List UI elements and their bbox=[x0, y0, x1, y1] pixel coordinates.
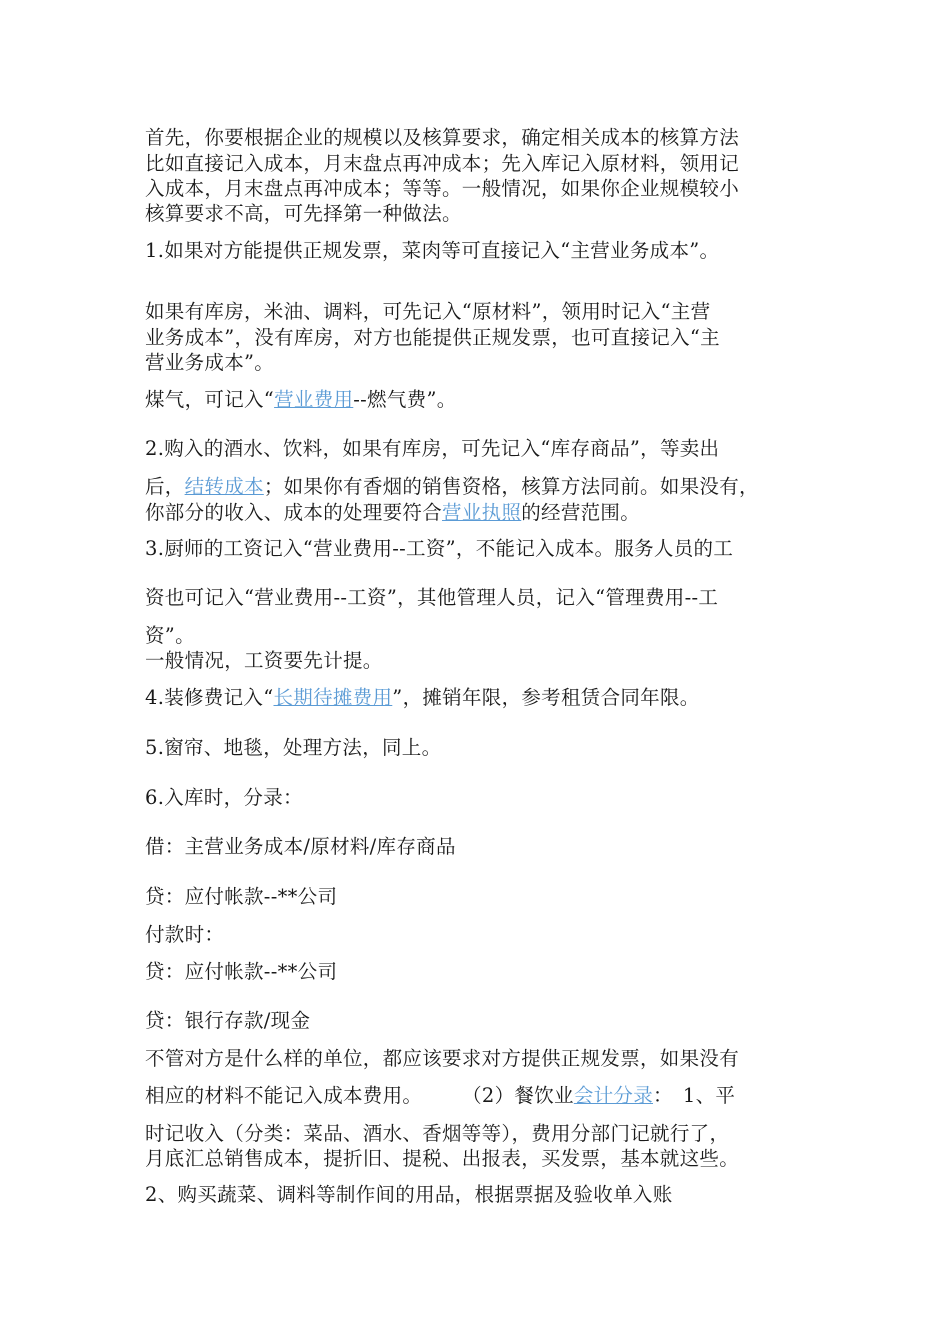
text-line: 贷：应付帐款--**公司 bbox=[145, 960, 338, 983]
link-accounting-entries[interactable]: 会计分录 bbox=[573, 1084, 654, 1107]
text-line bbox=[145, 474, 759, 500]
text-line: 2、购买蔬菜、调料等制作间的用品，根据票据及验收单入账 bbox=[145, 1183, 673, 1206]
text-segment: ”，摊销年限，参考租赁合同年限。 bbox=[392, 686, 700, 709]
text-line: 贷：应付帐款--**公司 bbox=[145, 885, 338, 908]
text-line: 2.购入的酒水、饮料，如果有库房，可先记入“库存商品”，等卖出 bbox=[145, 437, 720, 460]
text-segment: 你部分的收入、成本的处理要符合 bbox=[145, 501, 443, 524]
text-line: 5.窗帘、地毯，处理方法，同上。 bbox=[145, 736, 442, 759]
text-line: 6.入库时，分录： bbox=[145, 786, 303, 809]
text-segment: 后， bbox=[145, 475, 185, 498]
text-line: 时记收入（分类：菜品、酒水、香烟等等），费用分部门记就行了， bbox=[145, 1122, 730, 1145]
text-line: 不管对方是什么样的单位，都应该要求对方提供正规发票，如果没有 bbox=[145, 1047, 740, 1070]
text-segment: 相应的材料不能记入成本费用。 （2）餐饮业 bbox=[145, 1084, 574, 1107]
text-line bbox=[145, 685, 700, 711]
text-line: 3.厨师的工资记入“营业费用--工资”，不能记入成本。服务人员的工 bbox=[145, 537, 734, 560]
text-line bbox=[145, 1083, 735, 1109]
text-segment: ；如果你有香烟的销售资格，核算方法同前。如果没有， bbox=[263, 475, 759, 498]
text-line: 营业务成本”。 bbox=[145, 351, 275, 374]
text-segment: 煤气，可记入“ bbox=[145, 388, 275, 411]
text-line: 比如直接记入成本，月末盘点再冲成本；先入库记入原材料，领用记 bbox=[145, 152, 740, 175]
text-segment: ： 1、平 bbox=[653, 1084, 736, 1107]
link-carry-forward-cost[interactable]: 结转成本 bbox=[184, 475, 264, 498]
text-line: 贷：银行存款/现金 bbox=[145, 1009, 311, 1032]
text-line: 1.如果对方能提供正规发票，菜肉等可直接记入“主营业务成本”。 bbox=[145, 239, 720, 262]
text-line: 资”。 bbox=[145, 624, 195, 647]
text-line: 首先，你要根据企业的规模以及核算要求，确定相关成本的核算方法 bbox=[145, 126, 740, 149]
text-line: 如果有库房，米油、调料，可先记入“原材料”，领用时记入“主营 bbox=[145, 300, 711, 323]
text-line: 入成本，月末盘点再冲成本；等等。一般情况，如果你企业规模较小 bbox=[145, 177, 740, 200]
link-operating-expense[interactable]: 营业费用 bbox=[274, 388, 354, 411]
text-line bbox=[145, 500, 640, 526]
text-line bbox=[145, 387, 457, 413]
text-line: 月底汇总销售成本，提折旧、提税、出报表，买发票，基本就这些。 bbox=[145, 1147, 740, 1170]
text-segment: 4.装修费记入“ bbox=[145, 686, 274, 709]
text-line: 资也可记入“营业费用--工资”，其他管理人员，记入“管理费用--工 bbox=[145, 586, 719, 609]
link-business-license[interactable]: 营业执照 bbox=[442, 501, 522, 524]
text-line: 一般情况，工资要先计提。 bbox=[145, 649, 383, 672]
text-segment: 的经营范围。 bbox=[521, 501, 641, 524]
link-long-term-deferred-expense[interactable]: 长期待摊费用 bbox=[273, 686, 393, 709]
text-line: 借：主营业务成本/原材料/库存商品 bbox=[145, 835, 456, 858]
text-line: 核算要求不高，可先择第一种做法。 bbox=[145, 202, 462, 225]
text-line: 业务成本”，没有库房，对方也能提供正规发票，也可直接记入“主 bbox=[145, 326, 720, 349]
text-segment: --燃气费”。 bbox=[353, 388, 457, 411]
text-line: 付款时： bbox=[145, 923, 225, 946]
